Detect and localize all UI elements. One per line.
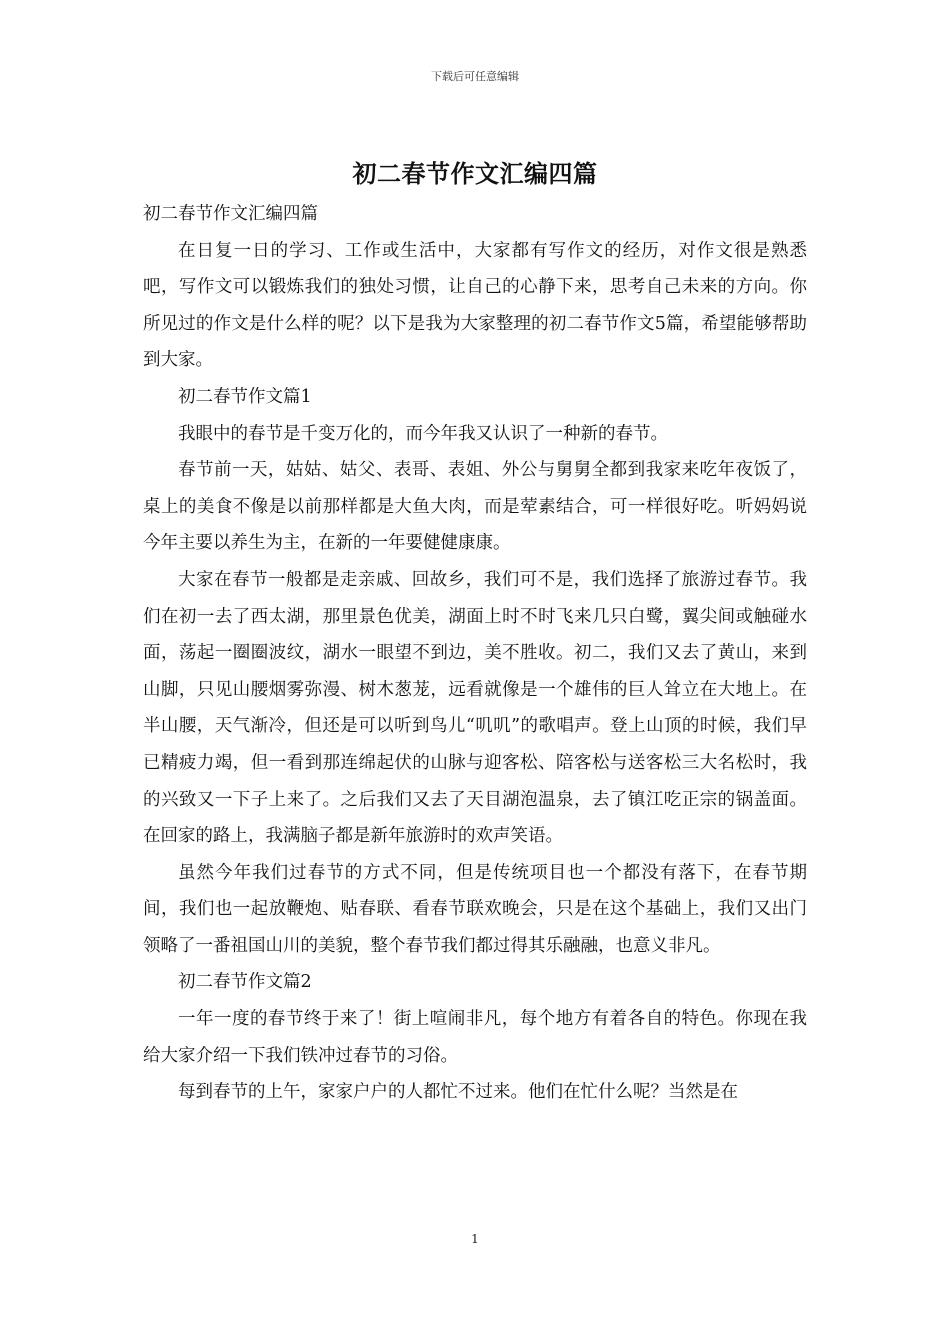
paragraph-intro: 在日复一日的学习、工作或生活中，大家都有写作文的经历，对作文很是熟悉吧，写作文可以锻炼我们的独处习惯，让自己的心静下来，思考自己未来的方向。你所见过的作文是什么样的呢？以下是我为大家整理的初二春节作文5篇，希望能够帮助到大家。	[143, 240, 807, 371]
section-heading-2: 初二春节作文篇2	[178, 972, 312, 993]
paragraph: 每到春节的上午，家家户户的人都忙不过来。他们在忙什么呢？当然是在	[178, 1082, 738, 1103]
document-body	[143, 196, 807, 1111]
paragraph: 春节前一天，姑姑、姑父、表哥、表姐、外公与舅舅全都到我家来吃年夜饭了，桌上的美食不像是以前那样都是大鱼大肉，而是荤素结合，可一样很好吃。听妈妈说今年主要以养生为主，在新的一年要健健康康。	[143, 460, 807, 554]
document-subtitle: 初二春节作文汇编四篇	[143, 204, 318, 224]
section-heading-1: 初二春节作文篇1	[178, 386, 312, 407]
paragraph: 大家在春节一般都是走亲戚、回故乡，我们可不是，我们选择了旅游过春节。我们在初一去了西太湖，那里景色优美，湖面上时不时飞来几只白鹭，翼尖间或触碰水面，荡起一圈圈波纹，湖水一眼望不到边，美不胜收。初二，我们又去了黄山，来到山脚，只见山腰烟雾弥漫、树木葱茏，远看就像是一个雄伟的巨人耸立在大地上。在半山腰，天气渐冷，但还是可以听到鸟儿“叽叽”的歌唱声。登上山顶的时候，我们早已精疲力竭，但一看到那连绵起伏的山脉与迎客松、陪客松与送客松三大名松时，我的兴致又一下子上来了。之后我们又去了天目湖泡温泉，去了镇江吃正宗的锅盖面。在回家的路上，我满脑子都是新年旅游时的欢声笑语。	[143, 569, 807, 847]
page-title: 初二春节作文汇编四篇	[352, 159, 598, 188]
paragraph: 一年一度的春节终于来了！街上喧闹非凡，每个地方有着各自的特色。你现在我给大家介绍一下我们铁冲过春节的习俗。	[143, 1009, 807, 1066]
header-note: 下载后可任意编辑	[431, 70, 519, 83]
paragraph: 我眼中的春节是千变万化的，而今年我又认识了一种新的春节。	[178, 423, 668, 444]
paragraph: 虽然今年我们过春节的方式不同，但是传统项目也一个都没有落下，在春节期间，我们也一起放鞭炮、贴春联、看春节联欢晚会，只是在这个基础上，我们又出门领略了一番祖国山川的美貌，整个春节我们都过得其乐融融，也意义非凡。	[143, 862, 807, 956]
page-number: 1	[471, 1232, 479, 1246]
